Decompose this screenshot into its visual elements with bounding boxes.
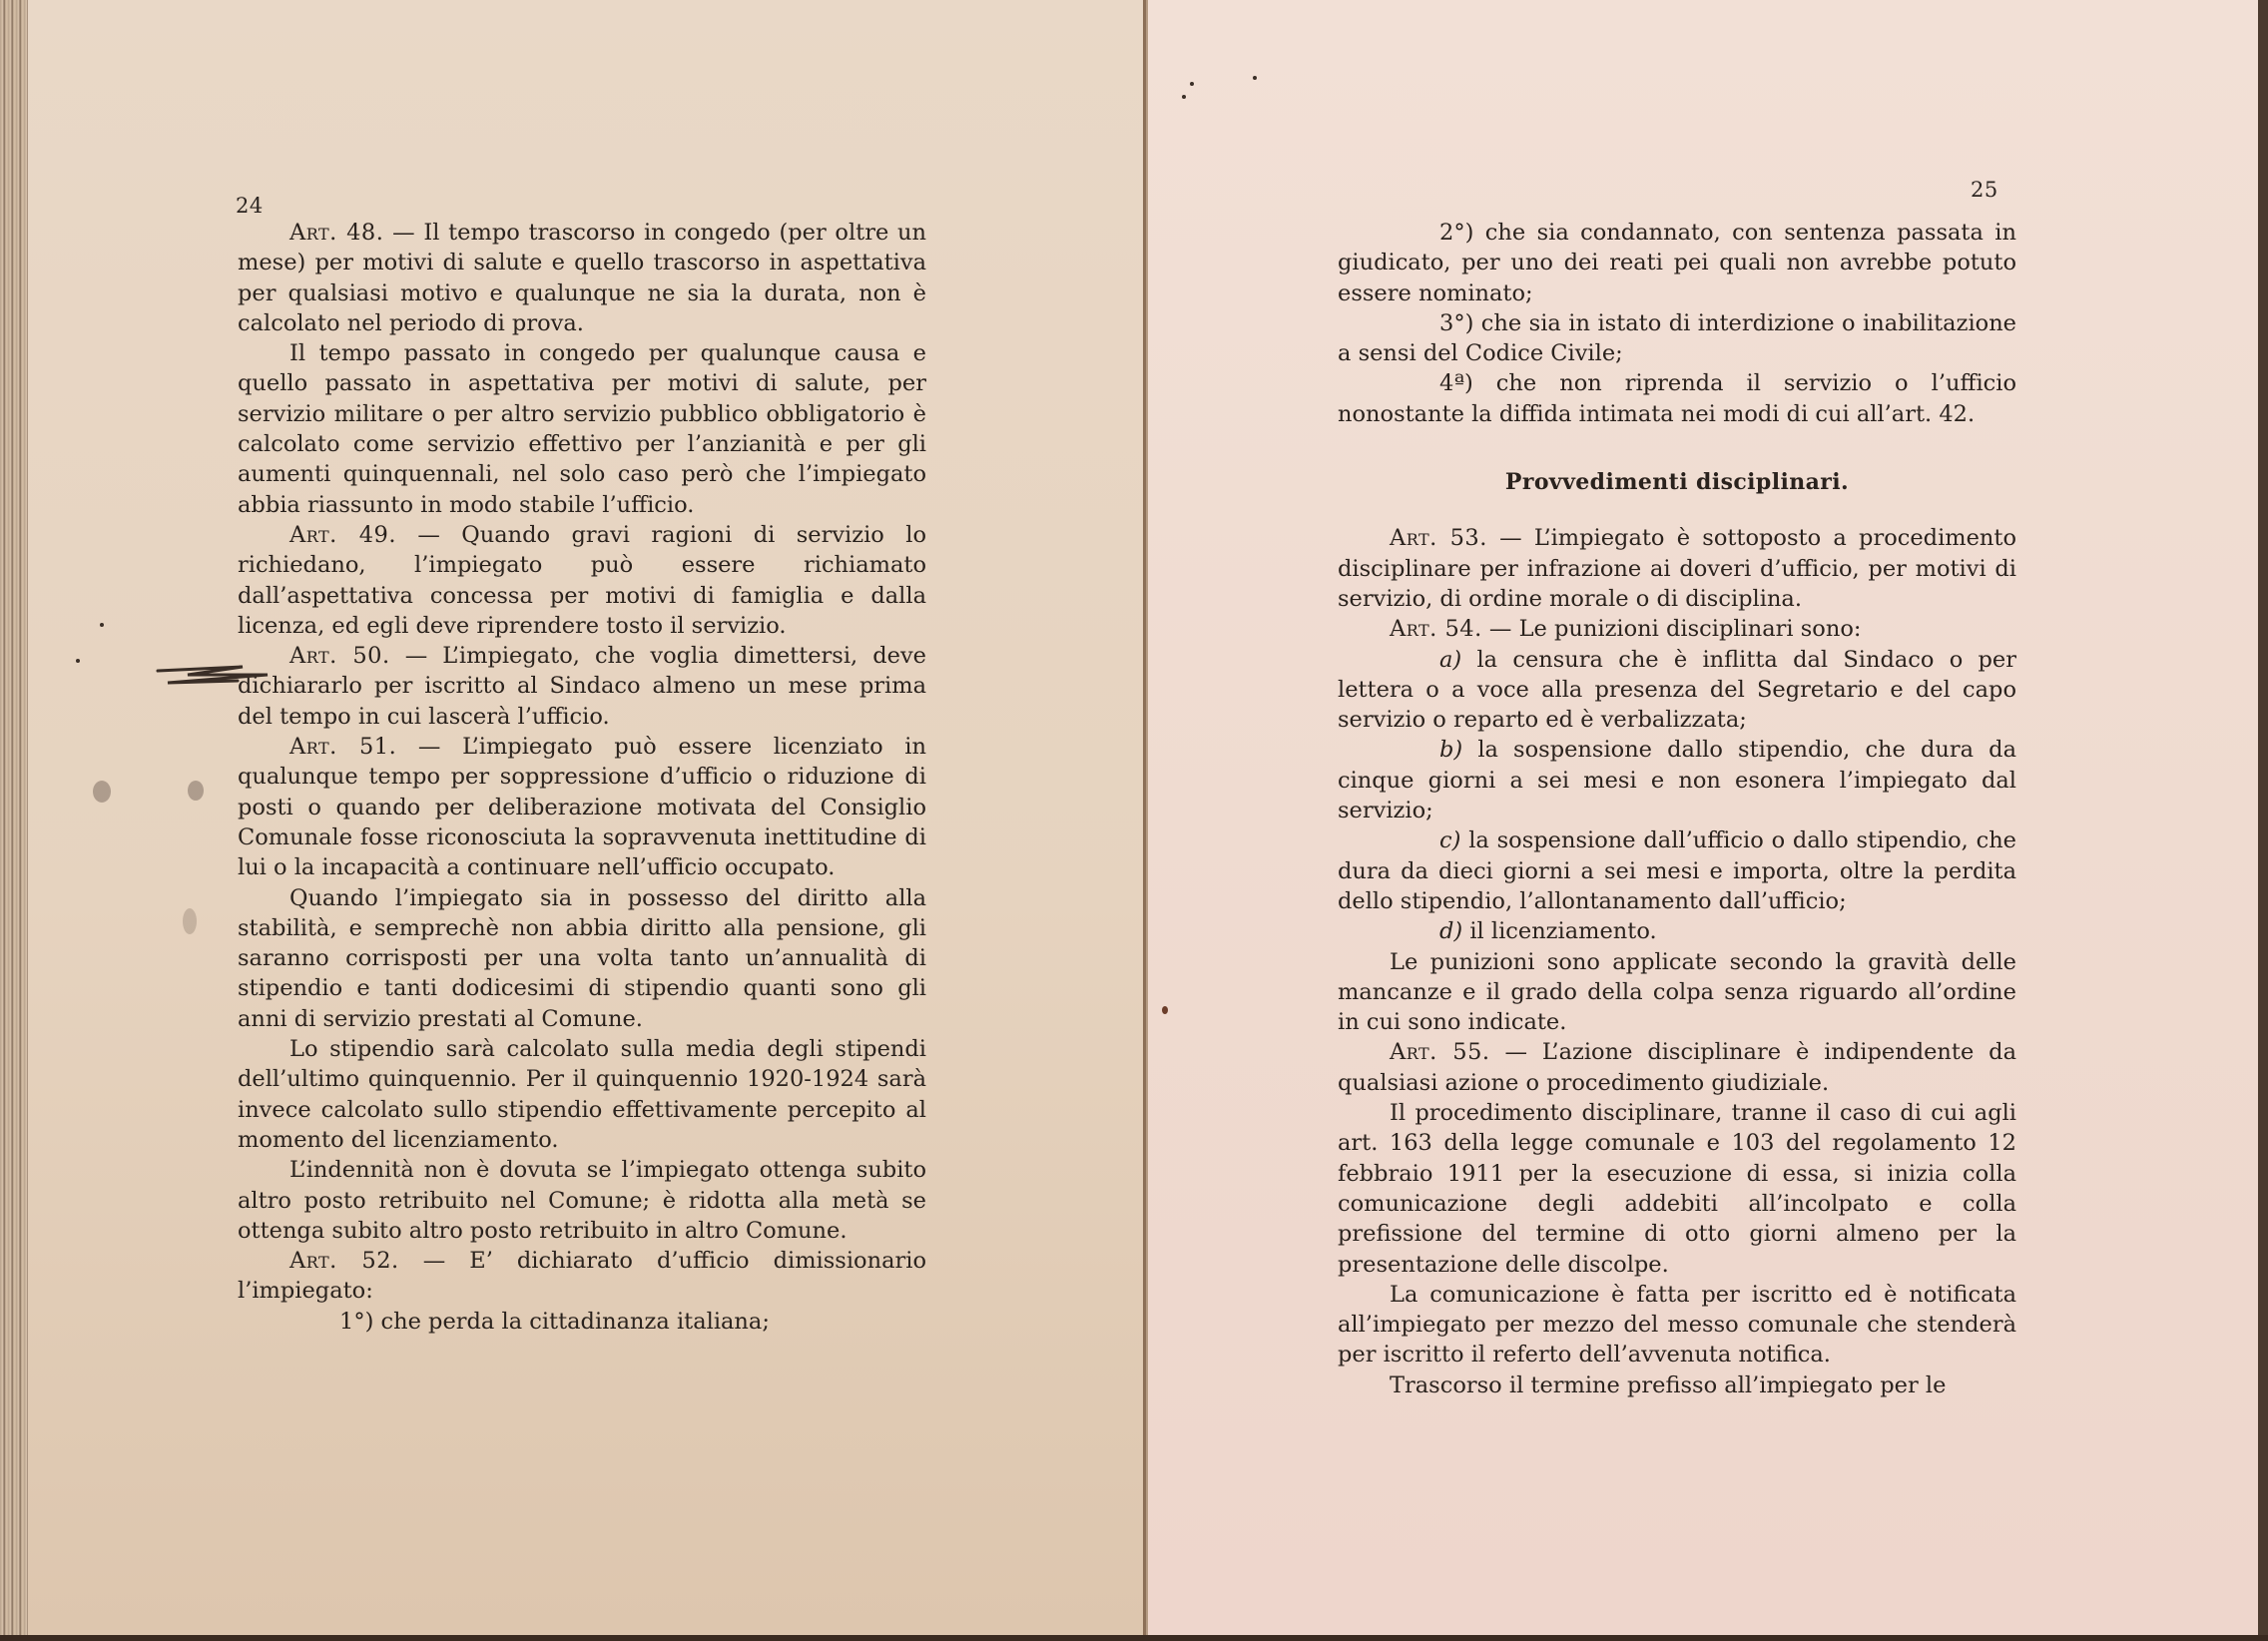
article-label: Art. 51. [289, 734, 397, 761]
article-text: — Il tempo trascorso in congedo (per oltre un mese) per motivi di salute e quello trascorso in aspettativa per qualsiasi motivo e qualunque ne sia la durata, non è calcolato nel periodo di prova. [238, 220, 926, 336]
punishment-item [1338, 645, 2016, 736]
article-text: — L’azione disciplinare è indipendente da qualsiasi azione o procedimento giudiziale. [1338, 1039, 2016, 1096]
ink-smudge [188, 781, 204, 801]
paragraph-text: Il tempo passato in congedo per qualunque causa e quello passato in aspettativa per motivi di salute, per servizio militare o per altro servizio pubblico obbligatorio è calcolato come servizio effettivo per l’anzianità e per gli aumenti quinquennali, nel solo caso però che l’impiegato abbia riassunto in modo stabile l’ufficio. [238, 340, 926, 518]
item-text: il licenziamento. [1462, 918, 1657, 945]
page-number: 24 [236, 194, 264, 218]
paragraph-text: Il procedimento disciplinare, tranne il caso di cui agli art. 163 della legge comunale e 103 del regolamento 12 febbraio 1911 per la esecuzione di essa, si inizia colla comunicazione degli addebiti all’incolpato e colla prefissione del termine di otto giorni almeno per la presentazione delle discolpe. [1338, 1100, 2016, 1278]
article-52 [238, 1246, 926, 1307]
speck [1190, 82, 1194, 86]
item-letter: b) [1439, 737, 1463, 764]
left-text-column [238, 218, 926, 1337]
right-page [1146, 0, 2260, 1635]
speck [1162, 1006, 1168, 1014]
article-text: — Le punizioni disciplinari sono: [1481, 616, 1862, 643]
article-text: — L’impiegato può essere licenziato in qualunque tempo per soppressione d’ufficio o riduzione di posti o quando per deliberazione motivata del Consiglio Comunale fosse riconosciuta la sopravvenuta inettitudine di lui o la incapacità a continuare nell’ufficio occupato. [238, 734, 926, 881]
article-label: Art. 53. [1390, 525, 1487, 552]
ink-smudge [93, 781, 111, 803]
article-55 [1338, 1037, 2016, 1098]
list-item: 2°) che sia condannato, con sentenza passata in giudicato, per uno dei reati pei quali non avrebbe potuto essere nominato; [1338, 220, 2016, 306]
section-heading: Provvedimenti disciplinari. [1504, 469, 1850, 496]
speck [1182, 95, 1186, 99]
list-item: 4ª) che non riprenda il servizio o l’ufficio nonostante la diffida intimata nei modi di cui all’art. 42. [1338, 370, 2016, 427]
punishment-item [1338, 825, 2016, 916]
speck [100, 623, 104, 627]
paragraph [1338, 1098, 2016, 1280]
article-53 [1338, 523, 2016, 614]
list-item: 1°) che perda la cittadinanza italiana; [339, 1308, 770, 1335]
punishment-item [1338, 735, 2016, 825]
paragraph-text: Le punizioni sono applicate secondo la gravità delle mancanze e il grado della colpa senza riguardo all’ordine in cui sono indicate. [1338, 948, 2016, 1036]
article-text: — E’ dichiarato d’ufficio dimissionario l’impiegato: [238, 1248, 926, 1305]
right-text-column [1338, 218, 2016, 1400]
paragraph [238, 338, 926, 520]
item-text: la censura che è inflitta dal Sindaco o per lettera o a voce alla presenza del Segretario e del capo servizio o reparto ed è verbalizzata; [1338, 646, 2016, 734]
speck [1253, 76, 1257, 80]
speck [76, 659, 80, 663]
article-label: Art. 55. [1390, 1039, 1490, 1066]
paragraph [238, 1034, 926, 1155]
paragraph [238, 1155, 926, 1246]
article-label: Art. 54. [1390, 616, 1482, 643]
article-text: — L’impiegato è sottoposto a procedimento disciplinare per infrazione ai doveri d’ufficio, per motivi di servizio, di ordine morale o di disciplina. [1338, 525, 2016, 612]
paragraph [238, 883, 926, 1034]
article-54 [1338, 614, 2016, 644]
paragraph-text: La comunicazione è fatta per iscritto ed è notificata all’impiegato per mezzo del messo comunale che stenderà per iscritto il referto dell’avvenuta notifica. [1338, 1281, 2016, 1368]
article-51 [238, 732, 926, 882]
article-label: Art. 52. [289, 1248, 399, 1275]
article-49 [238, 520, 926, 641]
item-text: la sospensione dallo stipendio, che dura da cinque giorni a sei mesi e non esonera l’impiegato dal servizio; [1338, 737, 2016, 824]
bottom-page-edge [0, 1635, 2268, 1641]
paragraph [1338, 1280, 2016, 1370]
item-letter: d) [1439, 918, 1463, 945]
article-label: Art. 49. [289, 521, 397, 548]
page-edge-stack [0, 0, 30, 1637]
article-text: — Quando gravi ragioni di servizio lo richiedano, l’impiegato può essere richiamato dall’aspettativa concessa per motivi di famiglia e dalla licenza, ed egli deve riprendere tosto il servizio. [238, 521, 926, 639]
paragraph-text: Lo stipendio sarà calcolato sulla media degli stipendi dell’ultimo quinquennio. Per il quinquennio 1920-1924 sarà invece calcolato sullo stipendio effettivamente percepito al momento del licenziamento. [238, 1036, 926, 1153]
item-letter: c) [1439, 827, 1461, 854]
left-page [28, 0, 1144, 1635]
paragraph-text: Quando l’impiegato sia in possesso del diritto alla stabilità, e semprechè non abbia diritto alla pensione, gli saranno corrisposti per una volta tanto un’annualità di stipendio e tanti dodicesimi di stipendio quanti sono gli anni di servizio prestati al Comune. [238, 884, 926, 1032]
paragraph-text: L’indennità non è dovuta se l’impiegato ottenga subito altro posto retribuito nel Comune; è ridotta alla metà se ottenga subito altro posto retribuito in altro Comune. [238, 1157, 926, 1244]
punishment-item [1338, 916, 2016, 946]
page-number: 25 [1971, 178, 1998, 202]
item-letter: a) [1439, 646, 1462, 673]
article-48 [238, 218, 926, 338]
article-50 [238, 641, 926, 732]
article-label: Art. 48. [289, 220, 384, 246]
article-label: Art. 50. [289, 643, 390, 670]
article-text: — L’impiegato, che voglia dimettersi, deve dichiararlo per iscritto al Sindaco almeno un mese prima del tempo in cui lascerà l’ufficio. [238, 643, 926, 730]
paragraph [1338, 1370, 2016, 1400]
pencil-mark-icon [128, 661, 278, 691]
paragraph [1338, 947, 2016, 1038]
item-text: la sospensione dall’ufficio o dallo stipendio, che dura da dieci giorni a sei mesi e importa, oltre la perdita dello stipendio, l’allontanamento dall’ufficio; [1338, 827, 2016, 914]
list-item: 3°) che sia in istato di interdizione o inabilitazione a sensi del Codice Civile; [1338, 309, 2016, 367]
paragraph-text: Trascorso il termine prefisso all’impiegato per le [1390, 1371, 1947, 1398]
right-page-edge [2258, 0, 2268, 1637]
ink-smudge [183, 908, 197, 934]
